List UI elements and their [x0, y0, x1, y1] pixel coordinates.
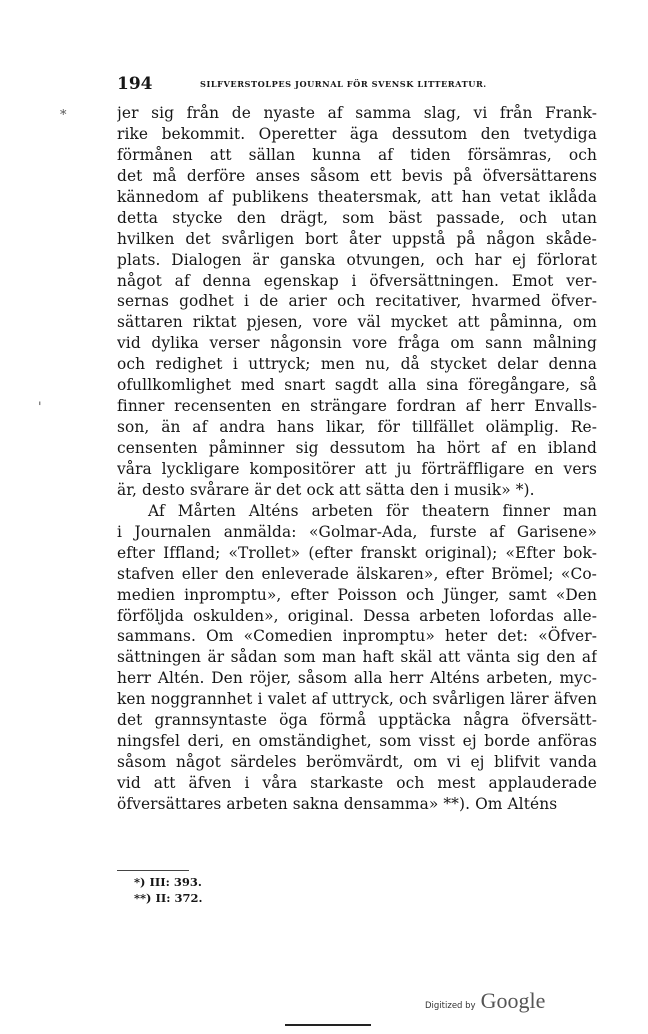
- page-number: 194: [117, 74, 153, 94]
- footnote: **) II: 372.: [134, 891, 203, 905]
- text-line: vid dylika verser någonsin vore fråga om sann målning: [117, 334, 597, 353]
- text-line: sernas godhet i de arier och recitativer, hvarmed öfver-: [117, 292, 597, 311]
- text-line: Af Mårten Alténs arbeten för theatern finner man: [148, 501, 597, 520]
- text-line: plats. Dialogen är ganska otvungen, och har ej förlorat: [117, 250, 597, 269]
- text-line: sammans. Om «Comedien inpromptu» heter det: «Öfver-: [117, 627, 597, 646]
- text-line: stafven eller den enleverade älskaren», efter Brömel; «Co-: [117, 564, 597, 583]
- margin-mark-middle: ': [38, 400, 42, 415]
- text-line: såsom något särdeles berömvärdt, om vi ej blifvit vanda: [117, 753, 597, 772]
- google-logo: Google: [480, 988, 546, 1013]
- text-line: censenten påminner sig dessutom ha hört af en ibland: [117, 439, 597, 457]
- page-header: [117, 74, 597, 94]
- text-line: i Journalen anmälda: «Golmar-Ada, furste af Garisene»: [117, 522, 597, 541]
- text-line: finner recensenten en strängare fordran af herr Envalls-: [117, 397, 597, 416]
- footnote: *) III: 393.: [134, 875, 202, 889]
- text-line: det grannsyntaste öga förmå upptäcka några öfversätt-: [117, 711, 597, 730]
- text-line: och redighet i uttryck; men nu, då stycket delar denna: [117, 355, 597, 374]
- text-line: kännedom af publikens theatersmak, att han vetat iklåda: [117, 187, 597, 206]
- text-line: son, än af andra hans likar, för tillfället olämplig. Re-: [117, 418, 597, 437]
- text-line: är, desto svårare är det ock att sätta den i musik» *).: [117, 480, 535, 499]
- text-line: herr Altén. Den röjer, såsom alla herr Alténs arbeten, myc-: [117, 669, 597, 688]
- text-line: vid att äfven i våra starkaste och mest applauderade: [117, 774, 597, 792]
- text-line: rike bekommit. Operetter äga dessutom den tvetydiga: [117, 124, 597, 143]
- margin-mark-top: *: [60, 108, 67, 123]
- text-line: detta stycke den drägt, som bäst passade, och utan: [117, 208, 597, 227]
- text-line: ningsfel deri, en omständighet, som visst ej borde anföras: [117, 732, 597, 751]
- footnotes: [134, 874, 203, 906]
- footnote-divider: [117, 870, 189, 871]
- digitized-by-google-watermark: [425, 988, 545, 1014]
- bottom-rule: [285, 1024, 371, 1026]
- text-line: något af denna egenskap i öfversättningen. Emot ver-: [117, 271, 597, 290]
- text-line: våra lyckligare kompositörer att ju förträffligare en vers: [117, 459, 597, 478]
- text-line: sättaren riktat pjesen, vore väl mycket att påminna, om: [117, 313, 597, 332]
- text-line: medien inpromptu», efter Poisson och Jünger, samt «Den: [117, 585, 597, 604]
- text-line: jer sig från de nyaste af samma slag, vi från Frank-: [117, 104, 597, 122]
- text-line: öfversättares arbeten sakna densamma» **). Om Alténs: [117, 794, 558, 813]
- body-text: [117, 103, 597, 815]
- text-line: hvilken det svårligen bort åter uppstå på någon skåde-: [117, 229, 597, 248]
- digitized-prefix: Digitized by: [425, 1001, 476, 1011]
- text-line: efter Iffland; «Trollet» (efter franskt original); «Efter bok-: [117, 543, 597, 562]
- text-line: ofullkomlighet med snart sagdt alla sina föregångare, så: [117, 376, 597, 395]
- text-line: förföljda oskulden», original. Dessa arbeten lofordas alle-: [117, 606, 597, 625]
- running-head: SILFVERSTOLPES JOURNAL FÖR SVENSK LITTERATUR.: [200, 79, 487, 89]
- text-line: sättningen är sådan som man haft skäl att vänta sig den af: [117, 648, 597, 667]
- text-line: det må derföre anses såsom ett bevis på öfversättarens: [117, 166, 597, 185]
- text-line: förmånen att sällan kunna af tiden försämras, och: [117, 145, 597, 164]
- text-line: ken noggrannhet i valet af uttryck, och svårligen lärer äfven: [117, 690, 597, 709]
